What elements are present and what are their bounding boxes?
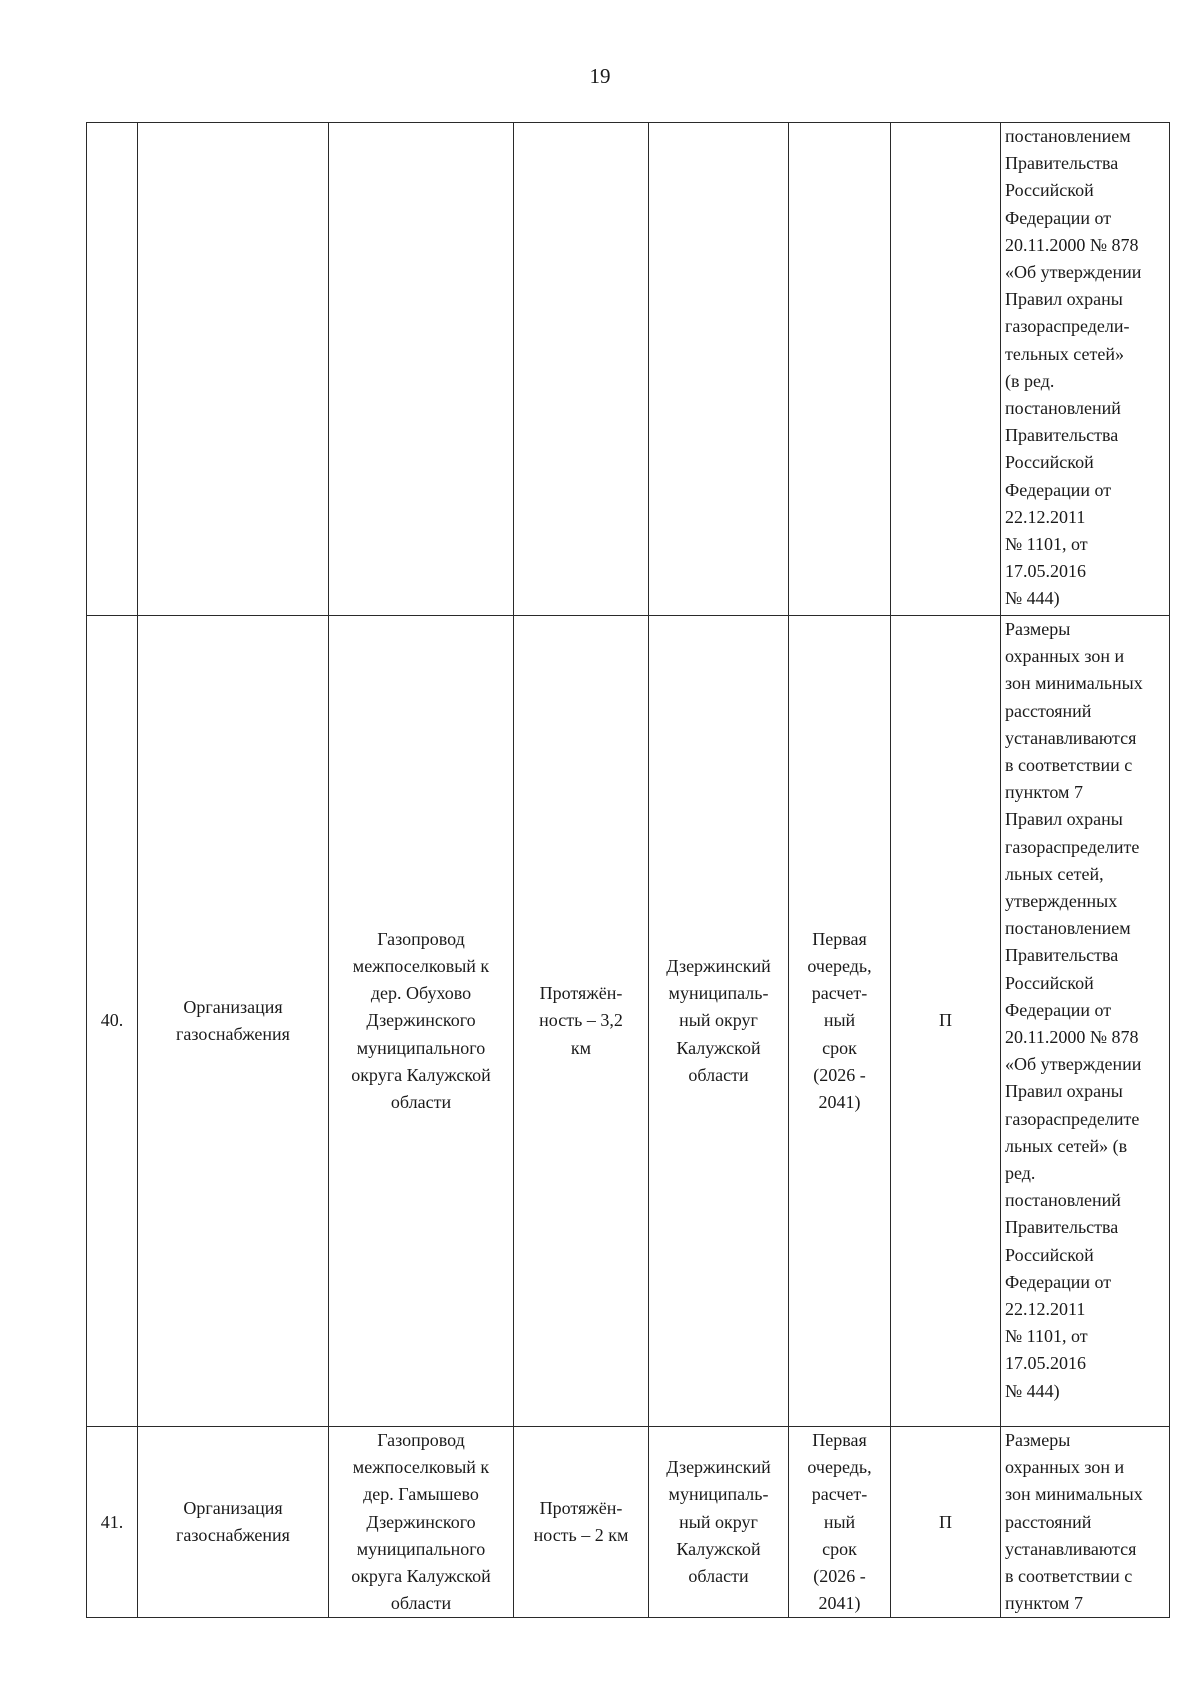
text-line: 17.05.2016 xyxy=(1005,561,1086,582)
text-line: Калужской xyxy=(676,1037,761,1058)
text-line: области xyxy=(390,1092,452,1112)
text-line: 22.12.2011 xyxy=(1005,1299,1086,1320)
cell-status: П xyxy=(891,616,1001,1427)
text-line: ный округ xyxy=(679,1010,758,1031)
text-line: муниципального xyxy=(356,1538,486,1559)
text-line: области xyxy=(390,1593,452,1614)
text-line: ность – 2 км xyxy=(533,1525,629,1546)
text-line: Организация xyxy=(183,996,283,1017)
cell-purpose xyxy=(138,616,329,1427)
text-line: газораспределите xyxy=(1005,1108,1140,1129)
text-line: 2041) xyxy=(818,1593,861,1614)
text-line: тельных сетей» xyxy=(1005,343,1124,364)
text-line: льных сетей» (в xyxy=(1005,1135,1128,1156)
text-line: ный xyxy=(823,1010,856,1031)
text-line: Российской xyxy=(1005,180,1094,201)
cell-object-name xyxy=(329,616,514,1427)
text-line: Правительства xyxy=(1005,425,1119,446)
cell-status xyxy=(891,123,1001,616)
text-line: 17.05.2016 xyxy=(1005,1353,1086,1374)
text-line: ный xyxy=(823,1511,856,1532)
text-line: ность – 3,2 xyxy=(539,1010,623,1031)
text-line: срок xyxy=(822,1538,857,1559)
text-line: Дзержинский xyxy=(666,1457,771,1478)
text-line: Российской xyxy=(1005,972,1094,993)
text-line: Дзержинский xyxy=(666,955,771,976)
text-line: Правил охраны xyxy=(1005,289,1123,310)
text-line: км xyxy=(570,1037,592,1058)
cell-zone-basis xyxy=(1001,616,1170,1427)
cell-characteristics xyxy=(514,1427,649,1618)
text-line: «Об утверждении xyxy=(1005,1054,1142,1075)
text-line: газоснабжения xyxy=(176,1024,290,1044)
text-line: постановлением xyxy=(1005,918,1131,939)
text-line: очередь, xyxy=(807,1457,872,1478)
text-line: округа Калужской xyxy=(351,1566,491,1587)
text-line: Дзержинского xyxy=(366,1010,476,1031)
cell-location xyxy=(649,123,789,616)
text-line: Российской xyxy=(1005,452,1094,473)
text-line: Первая xyxy=(812,1430,867,1450)
text-line: (2026 - xyxy=(813,1566,866,1587)
text-line: Федерации от xyxy=(1005,999,1112,1020)
text-line: Размеры xyxy=(1005,1430,1071,1450)
text-line: (2026 - xyxy=(813,1064,866,1085)
text-line: расстояний xyxy=(1005,700,1092,721)
cell-number: 41. xyxy=(87,1427,138,1618)
text-line: № 444) xyxy=(1005,588,1060,609)
text-line: Газопровод xyxy=(377,928,465,949)
text-line: постановлений xyxy=(1005,398,1121,419)
text-line: Правительства xyxy=(1005,153,1119,174)
text-line: (в ред. xyxy=(1005,370,1055,391)
text-line: расчет- xyxy=(811,1484,868,1505)
text-line: Правительства xyxy=(1005,945,1119,966)
text-line: Протяжён- xyxy=(539,983,623,1004)
text-line: Правил охраны xyxy=(1005,809,1123,830)
cell-purpose xyxy=(138,1427,329,1618)
table-row xyxy=(87,1427,1170,1618)
text-line: 2041) xyxy=(818,1092,861,1112)
page-number: 19 xyxy=(589,64,611,88)
table-row xyxy=(87,616,1170,1427)
text-line: № 1101, от xyxy=(1005,1326,1088,1347)
text-line: Первая xyxy=(812,928,867,949)
text-line: в соответствии с xyxy=(1005,1566,1133,1587)
cell-number xyxy=(87,123,138,616)
cell-location xyxy=(649,1427,789,1618)
text-line: Размеры xyxy=(1005,619,1071,639)
cell-location xyxy=(649,616,789,1427)
text-line: № 1101, от xyxy=(1005,534,1088,555)
text-line: 20.11.2000 № 878 xyxy=(1005,1027,1139,1048)
text-line: области xyxy=(688,1064,749,1085)
cell-zone-basis xyxy=(1001,123,1170,616)
text-line: зон минимальных xyxy=(1005,1484,1143,1505)
cell-characteristics xyxy=(514,616,649,1427)
text-line: области xyxy=(688,1566,749,1587)
text-line: постановлений xyxy=(1005,1190,1121,1211)
text-line: очередь, xyxy=(807,955,872,976)
text-line: муниципаль- xyxy=(668,1484,769,1505)
text-line: Правил охраны xyxy=(1005,1081,1123,1102)
text-line: срок xyxy=(822,1037,857,1058)
text-line: 20.11.2000 № 878 xyxy=(1005,234,1139,255)
text-line: пунктом 7 xyxy=(1005,782,1083,803)
text-line: ный округ xyxy=(679,1511,758,1532)
cell-zone-basis xyxy=(1001,1427,1170,1618)
cell-term xyxy=(789,123,891,616)
text-line: зон минимальных xyxy=(1005,673,1143,694)
cell-characteristics xyxy=(514,123,649,616)
text-line: Протяжён- xyxy=(539,1498,623,1518)
text-line: пунктом 7 xyxy=(1005,1593,1083,1614)
cell-number: 40. xyxy=(87,616,138,1427)
text-line: муниципаль- xyxy=(668,983,769,1004)
text-line: в соответствии с xyxy=(1005,755,1133,776)
text-line: постановлением xyxy=(1005,126,1131,146)
cell-status: П xyxy=(891,1427,1001,1618)
text-line: дер. Гамышево xyxy=(363,1484,479,1505)
cell-object-name xyxy=(329,123,514,616)
text-line: льных сетей, xyxy=(1005,863,1104,884)
cell-term xyxy=(789,616,891,1427)
text-line: межпоселковый к xyxy=(352,955,490,976)
planned-objects-table xyxy=(86,122,1170,1618)
text-line: Калужской xyxy=(676,1538,761,1559)
text-line: расстояний xyxy=(1005,1511,1092,1532)
text-line: ред. xyxy=(1005,1163,1036,1184)
text-line: 22.12.2011 xyxy=(1005,506,1086,527)
cell-purpose xyxy=(138,123,329,616)
text-line: Газопровод xyxy=(377,1430,465,1450)
text-line: утвержденных xyxy=(1005,891,1118,912)
text-line: газораспредели- xyxy=(1005,316,1130,337)
text-line: Российской xyxy=(1005,1244,1094,1265)
text-line: газоснабжения xyxy=(176,1525,290,1546)
text-line: Дзержинского xyxy=(366,1511,476,1532)
text-line: № 444) xyxy=(1005,1380,1060,1401)
text-line: Федерации от xyxy=(1005,207,1112,228)
text-line: дер. Обухово xyxy=(370,983,472,1004)
text-line: «Об утверждении xyxy=(1005,262,1142,283)
text-line: муниципального xyxy=(356,1037,486,1058)
table-row xyxy=(87,123,1170,616)
text-line: расчет- xyxy=(811,983,868,1004)
text-line: Федерации от xyxy=(1005,479,1112,500)
text-line: устанавливаются xyxy=(1005,1538,1137,1559)
text-line: округа Калужской xyxy=(351,1064,491,1085)
text-line: межпоселковый к xyxy=(352,1457,490,1478)
cell-object-name xyxy=(329,1427,514,1618)
text-line: газораспределите xyxy=(1005,836,1140,857)
text-line: охранных зон и xyxy=(1005,646,1125,667)
cell-term xyxy=(789,1427,891,1618)
text-line: Организация xyxy=(183,1498,283,1518)
text-line: охранных зон и xyxy=(1005,1457,1125,1478)
text-line: Федерации от xyxy=(1005,1271,1112,1292)
text-line: устанавливаются xyxy=(1005,727,1137,748)
text-line: Правительства xyxy=(1005,1217,1119,1238)
